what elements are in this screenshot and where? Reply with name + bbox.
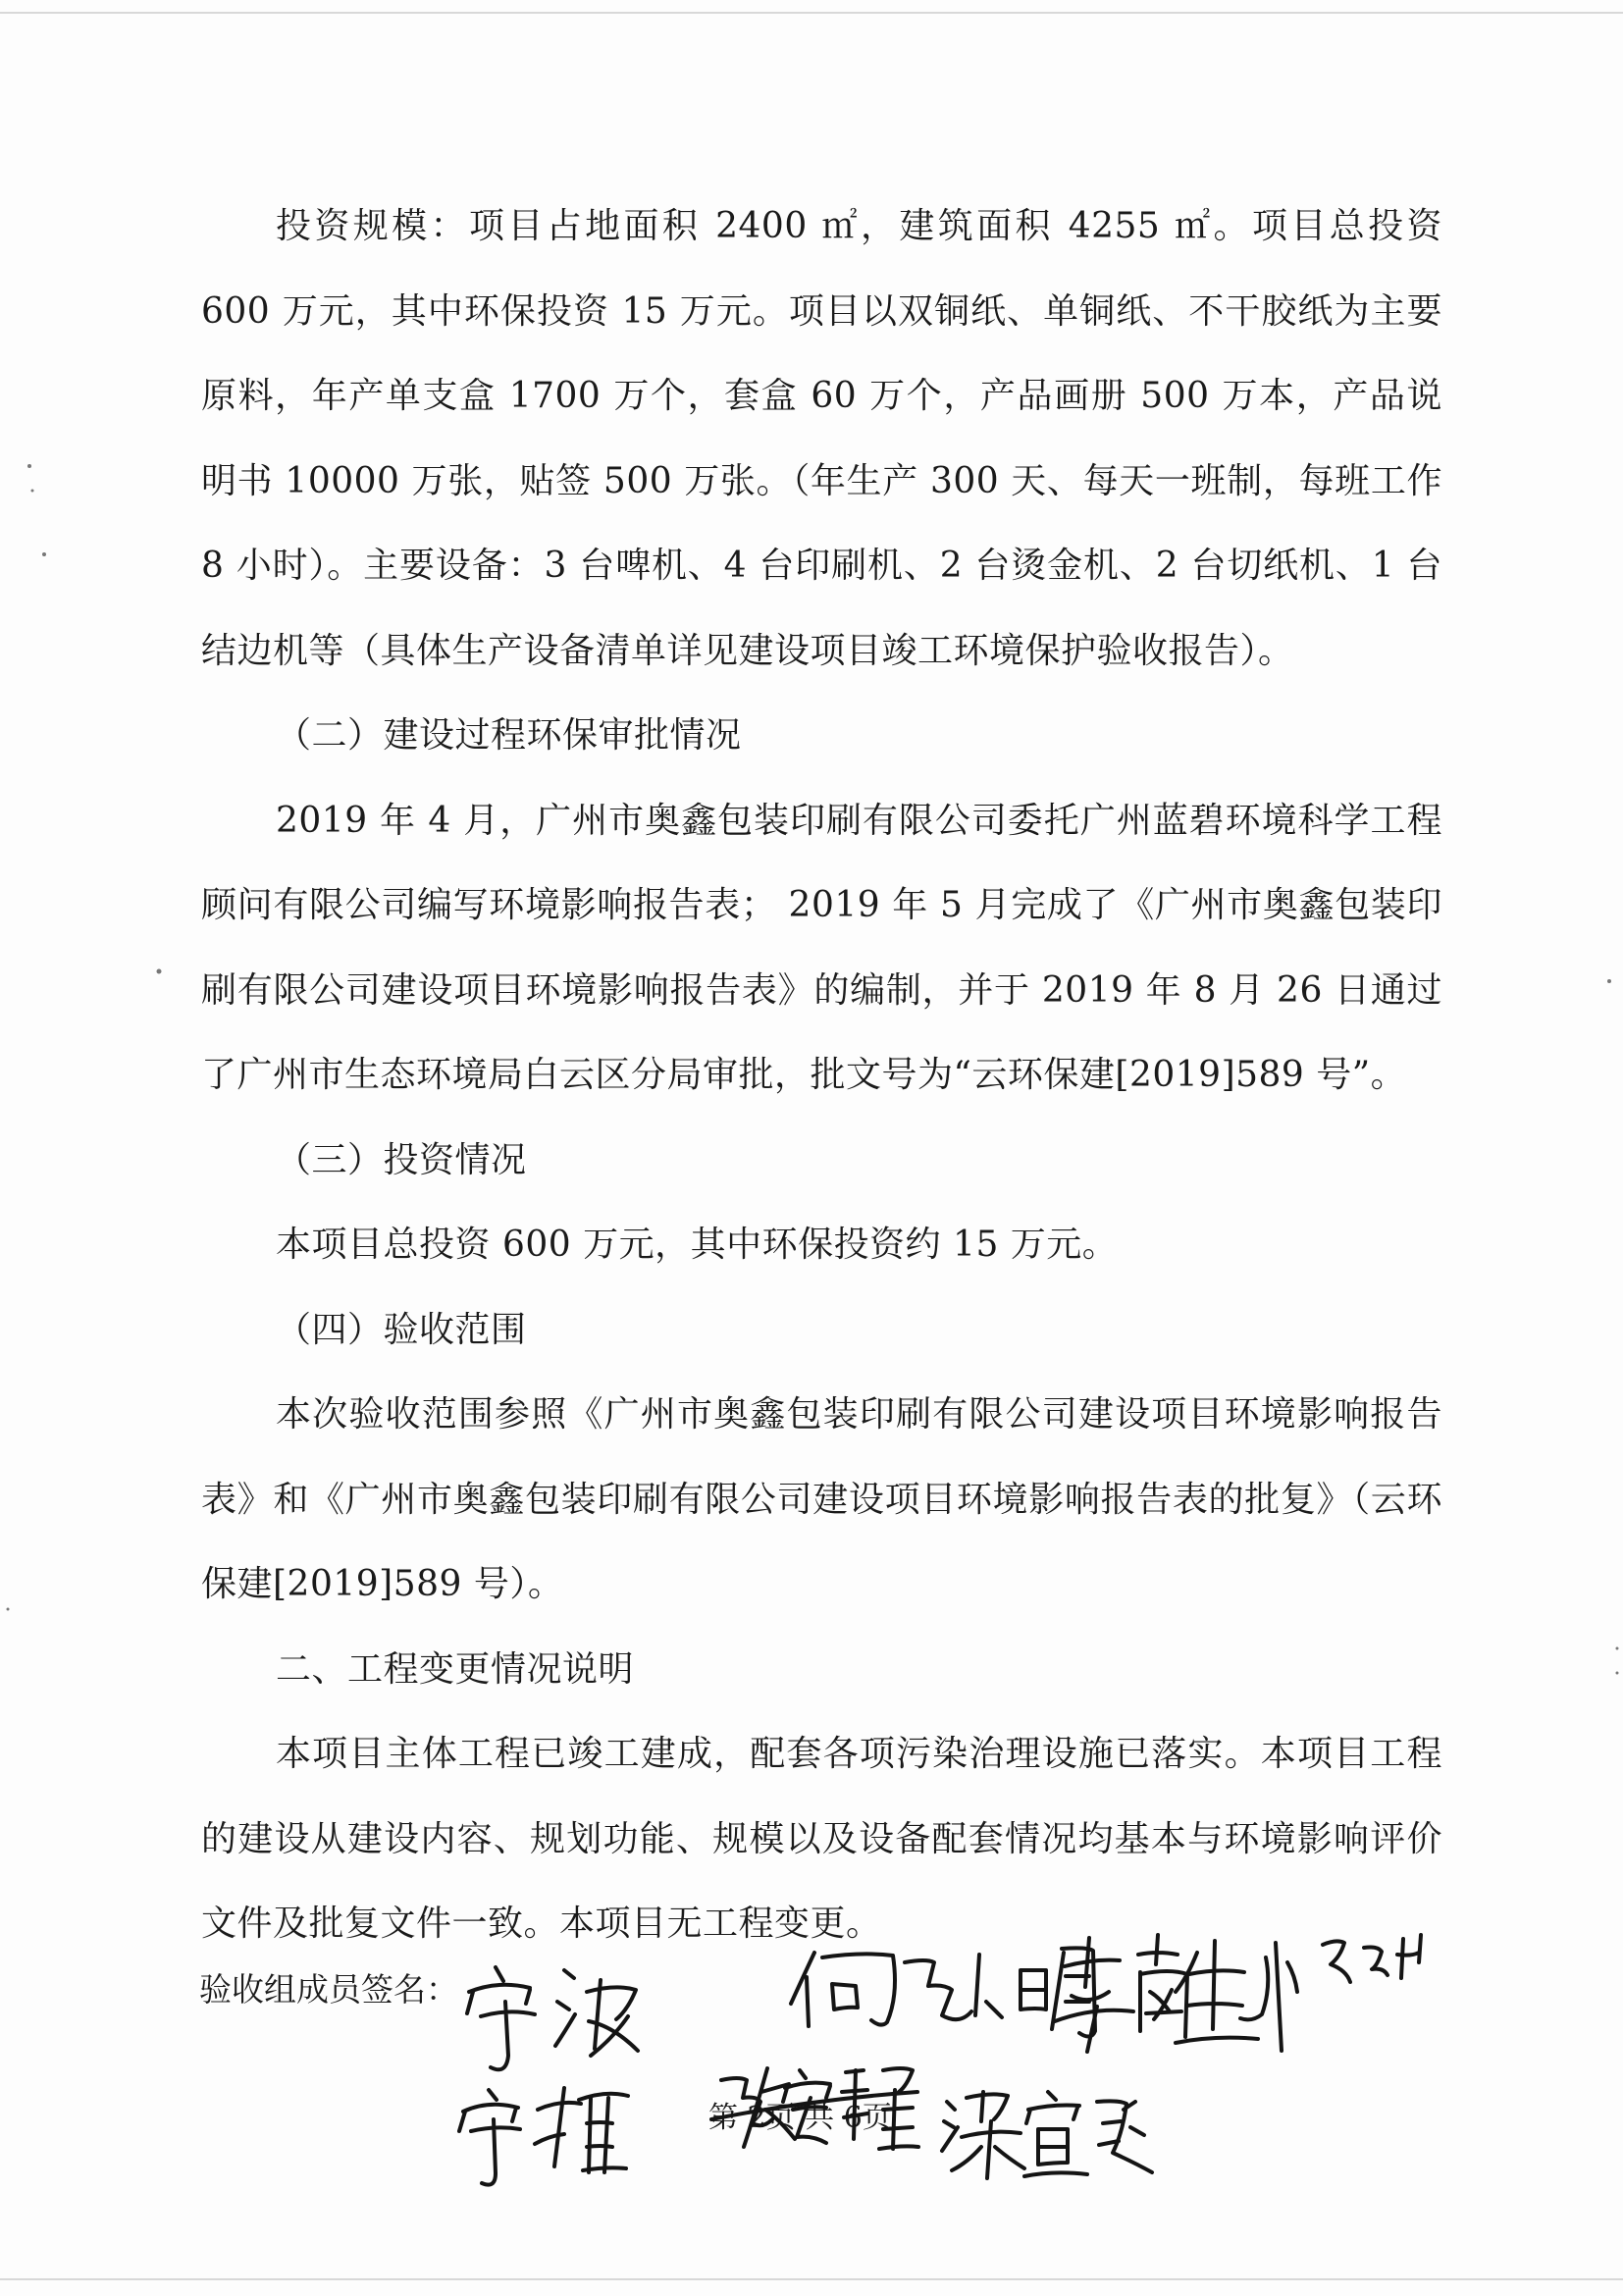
paragraph-approval-details: 2019 年 4 月，广州市奥鑫包装印刷有限公司委托广州蓝碧环境科学工程顾问有限公司编写环境影响报告表； 2019 年 5 月完成了《广州市奥鑫包装印刷有限公司建设项目环境影响报告表》的编制，并于 2019 年 8 月 26 日通过了广州市生态环境局白云区分局审批，批文号为“云环保建[2019]589 号”。 [201, 800, 1442, 1095]
paragraph-acceptance-scope: 本次验收范围参照《广州市奥鑫包装印刷有限公司建设项目环境影响报告表》和《广州市奥鑫包装印刷有限公司建设项目环境影响报告表的批复》（云环保建[2019]589 号）。 [201, 1394, 1442, 1604]
paragraph-change-description: 本项目主体工程已竣工建成，配套各项污染治理设施已落实。本项目工程的建设从建设内容、规划功能、规模以及设备配套情况均基本与环境影响评价文件及批复文件一致。本项目无工程变更。 [201, 1734, 1442, 1944]
signature-1 [467, 1967, 638, 2069]
signature-4 [459, 2088, 628, 2185]
bottom-scan-edge [0, 2278, 1623, 2280]
paragraph-investment-scale: 投资规模：项目占地面积 2400 ㎡，建筑面积 4255 ㎡。项目总投资 600 万元，其中环保投资 15 万元。项目以双铜纸、单铜纸、不干胶纸为主要原料，年产单支盒 1700 万个，套盒 60 万个，产品画册 500 万本，产品说明书 10000 万张，贴签 500 万张。（年生产 300 天、每天一班制，每班工作 8 小时）。主要设备：3 台啤机、4 台印刷机、2 台烫金机、2 台切纸机、1 台结边机等（具体生产设备清单详见建设项目竣工环境保护验收报告）。 [201, 206, 1442, 671]
signature-6 [942, 2092, 1152, 2178]
heading-investment: （三）投资情况 [276, 1139, 527, 1180]
heading-acceptance-scope: （四）验收范围 [276, 1309, 527, 1350]
signature-label: 验收组成员签名： [199, 1970, 458, 2009]
page-number: 第 2页 共 6页 [708, 2101, 892, 2135]
top-scan-edge [0, 12, 1623, 14]
heading-approval-process: （二）建设过程环保审批情况 [276, 715, 742, 756]
document-body [201, 184, 1442, 1967]
heading-change-description: 二、工程变更情况说明 [276, 1648, 635, 1690]
paragraph-investment: 本项目总投资 600 万元，其中环保投资约 15 万元。 [276, 1225, 1119, 1265]
